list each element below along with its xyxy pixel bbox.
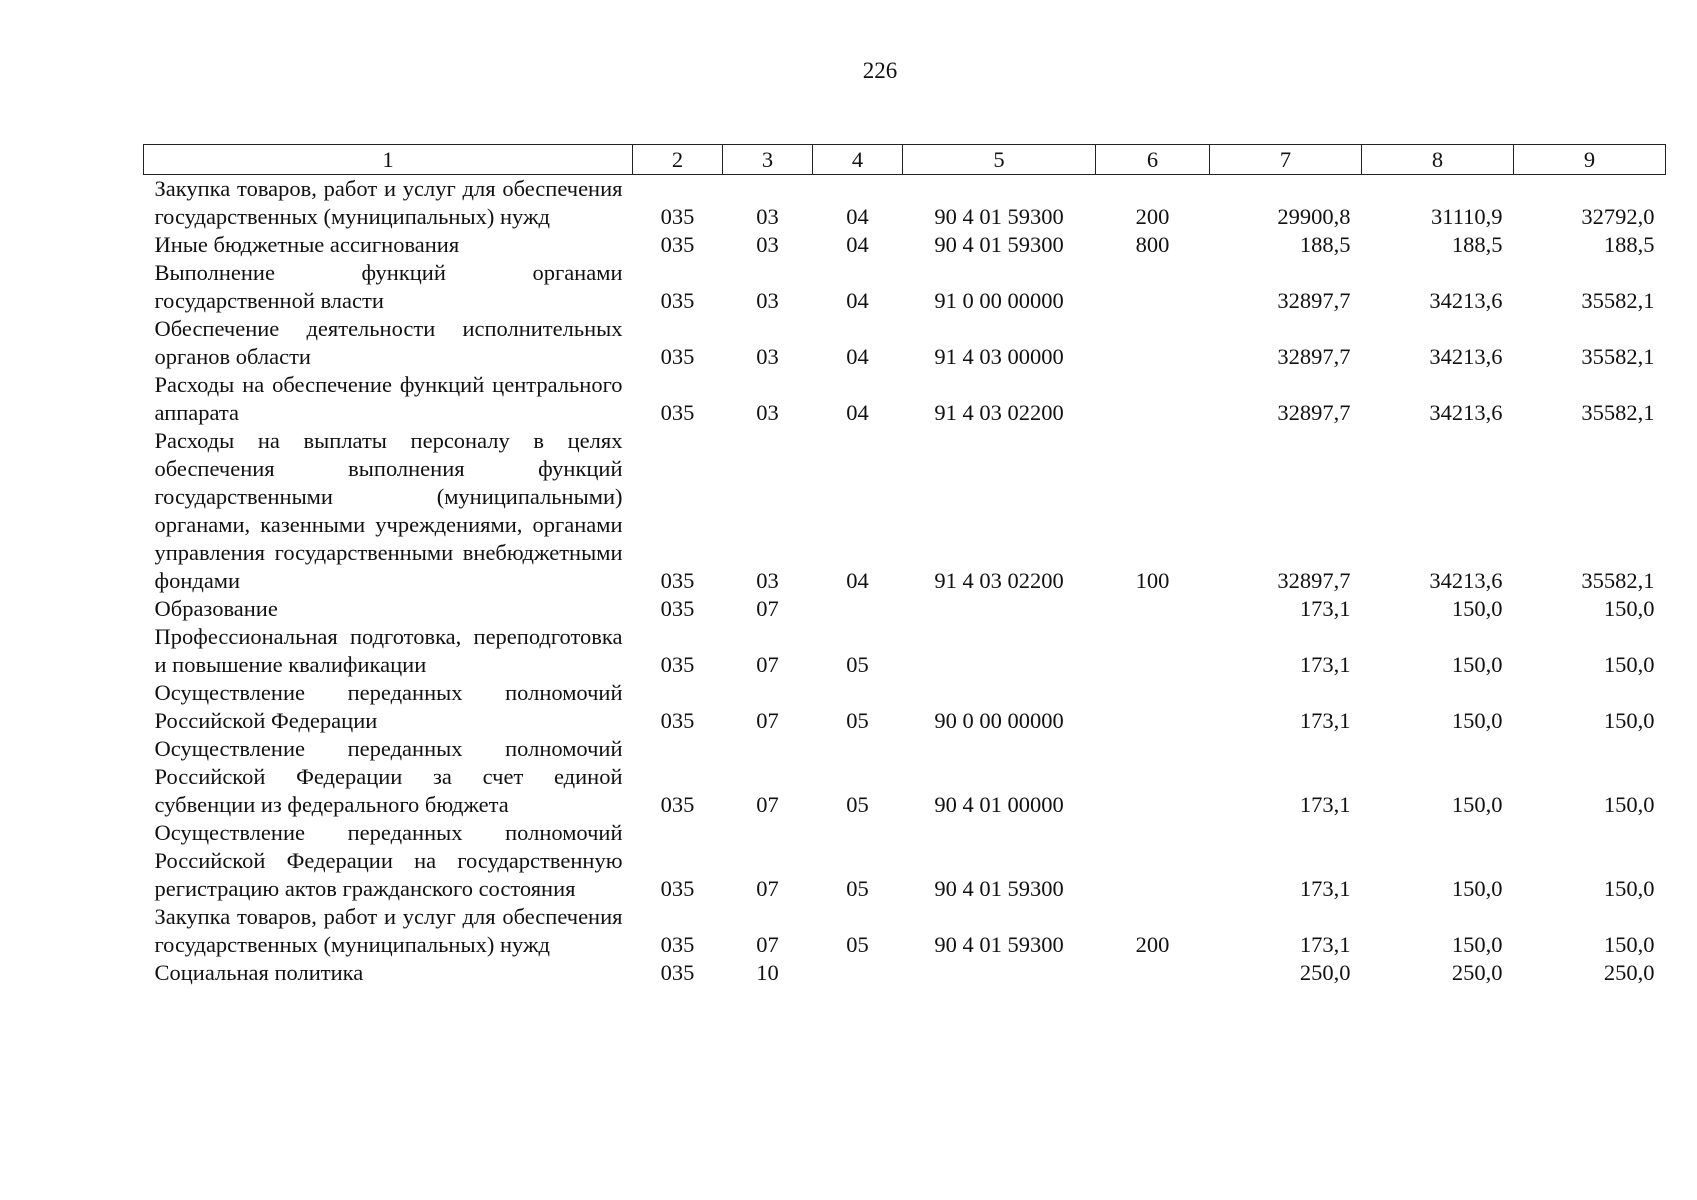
header-col-9: 9 [1514,145,1666,175]
table-row [144,175,1666,232]
header-col-4: 4 [813,145,903,175]
ministry-code-cell: 035 [660,596,695,621]
amount-col-9-cell: 150,0 [1603,708,1655,733]
subsection-code-cell: 04 [846,232,869,257]
ministry-code-cell: 035 [660,288,695,313]
table-row [144,315,1666,371]
section-code-cell: 03 [756,400,779,425]
expense-type-cell: 100 [1135,568,1170,593]
amount-col-9-cell: 35582,1 [1581,400,1655,425]
amount-col-7-cell: 29900,8 [1277,204,1351,229]
table-row [144,819,1666,903]
amount-col-8-cell: 150,0 [1451,708,1503,733]
target-article-cell: 90 4 01 00000 [934,792,1064,817]
section-code-cell: 07 [756,708,779,733]
target-article-cell: 91 4 03 00000 [934,344,1064,369]
target-article-cell: 90 4 01 59300 [934,932,1064,957]
amount-col-7-cell: 32897,7 [1277,400,1351,425]
table-header [144,145,1666,175]
subsection-code-cell [813,595,903,623]
section-code-cell: 03 [756,204,779,229]
header-col-2: 2 [633,145,723,175]
target-article-cell: 90 4 01 59300 [934,232,1064,257]
ministry-code-cell: 035 [660,232,695,257]
expense-type-cell [1096,735,1210,819]
target-article-cell [903,959,1096,987]
expense-type-cell [1096,315,1210,371]
table-body [144,175,1666,988]
amount-col-7-cell: 173,1 [1299,932,1351,957]
subsection-code-cell: 05 [846,932,869,957]
section-code-cell: 07 [756,876,779,901]
section-code-cell: 03 [756,232,779,257]
expense-name-cell: Социальная политика [154,960,364,985]
target-article-cell: 90 4 01 59300 [934,876,1064,901]
amount-col-8-cell: 34213,6 [1429,568,1503,593]
amount-col-8-cell: 150,0 [1451,792,1503,817]
section-code-cell: 07 [756,792,779,817]
amount-col-7-cell: 32897,7 [1277,344,1351,369]
amount-col-9-cell: 150,0 [1603,932,1655,957]
amount-col-9-cell: 32792,0 [1581,204,1655,229]
target-article-cell: 90 4 01 59300 [934,204,1064,229]
amount-col-8-cell: 34213,6 [1429,288,1503,313]
amount-col-7-cell: 173,1 [1299,708,1351,733]
amount-col-8-cell: 34213,6 [1429,400,1503,425]
table-row [144,259,1666,315]
expense-type-cell: 200 [1135,932,1170,957]
subsection-code-cell: 04 [846,568,869,593]
amount-col-8-cell: 150,0 [1451,652,1503,677]
target-article-cell [903,623,1096,679]
amount-col-9-cell: 250,0 [1603,960,1655,985]
expense-name-cell: Осуществление переданных полномочий Российской Федерации за счет единой субвенции из федерального бюджета [154,736,623,817]
expense-name-cell: Иные бюджетные ассигнования [154,232,460,257]
header-col-6: 6 [1096,145,1210,175]
amount-col-9-cell: 35582,1 [1581,568,1655,593]
expense-name-cell: Закупка товаров, работ и услуг для обеспечения государственных (муниципальных) нужд [154,176,623,229]
amount-col-8-cell: 150,0 [1451,876,1503,901]
target-article-cell: 91 0 00 00000 [934,288,1064,313]
amount-col-8-cell: 150,0 [1451,596,1503,621]
expense-type-cell [1096,959,1210,987]
expense-type-cell [1096,623,1210,679]
subsection-code-cell [813,959,903,987]
target-article-cell [903,595,1096,623]
table-row [144,623,1666,679]
ministry-code-cell: 035 [660,876,695,901]
subsection-code-cell: 04 [846,400,869,425]
amount-col-8-cell: 188,5 [1451,232,1503,257]
header-col-8: 8 [1362,145,1514,175]
subsection-code-cell: 04 [846,344,869,369]
amount-col-8-cell: 250,0 [1451,960,1503,985]
amount-col-8-cell: 34213,6 [1429,344,1503,369]
expense-type-cell: 200 [1135,204,1170,229]
expense-type-cell: 800 [1135,232,1170,257]
subsection-code-cell: 04 [846,204,869,229]
budget-table [143,144,1666,987]
expense-name-cell: Осуществление переданных полномочий Российской Федерации [154,680,623,733]
header-col-5: 5 [903,145,1096,175]
expense-type-cell [1096,819,1210,903]
expense-name-cell: Профессиональная подготовка, переподготовка и повышение квалификации [154,624,623,677]
header-col-7: 7 [1210,145,1362,175]
ministry-code-cell: 035 [660,344,695,369]
amount-col-9-cell: 35582,1 [1581,288,1655,313]
header-row [144,145,1666,175]
expense-type-cell [1096,371,1210,427]
section-code-cell: 03 [756,288,779,313]
table-row [144,735,1666,819]
expense-name-cell: Образование [154,596,278,621]
subsection-code-cell: 05 [846,652,869,677]
ministry-code-cell: 035 [660,708,695,733]
table-row [144,679,1666,735]
section-code-cell: 03 [756,568,779,593]
expense-name-cell: Обеспечение деятельности исполнительных органов области [154,316,623,369]
subsection-code-cell: 04 [846,288,869,313]
expense-type-cell [1096,595,1210,623]
amount-col-7-cell: 173,1 [1299,652,1351,677]
amount-col-7-cell: 250,0 [1299,960,1351,985]
ministry-code-cell: 035 [660,568,695,593]
table-row [144,231,1666,259]
amount-col-9-cell: 150,0 [1603,596,1655,621]
amount-col-8-cell: 150,0 [1451,932,1503,957]
section-code-cell: 03 [756,344,779,369]
section-code-cell: 07 [756,652,779,677]
amount-col-9-cell: 150,0 [1603,876,1655,901]
subsection-code-cell: 05 [846,708,869,733]
table-row [144,959,1666,987]
amount-col-9-cell: 35582,1 [1581,344,1655,369]
amount-col-8-cell: 31110,9 [1431,204,1503,229]
ministry-code-cell: 035 [660,400,695,425]
table-row [144,903,1666,959]
amount-col-9-cell: 150,0 [1603,652,1655,677]
expense-name-cell: Расходы на обеспечение функций центрального аппарата [154,372,623,425]
ministry-code-cell: 035 [660,204,695,229]
target-article-cell: 91 4 03 02200 [934,400,1064,425]
table-row [144,371,1666,427]
section-code-cell: 07 [756,932,779,957]
amount-col-7-cell: 173,1 [1299,596,1351,621]
subsection-code-cell: 05 [846,792,869,817]
expense-type-cell [1096,679,1210,735]
ministry-code-cell: 035 [660,932,695,957]
header-col-3: 3 [723,145,813,175]
expense-name-cell: Осуществление переданных полномочий Российской Федерации на государственную регистрацию актов гражданского состояния [154,820,623,901]
amount-col-9-cell: 150,0 [1603,792,1655,817]
target-article-cell: 91 4 03 02200 [934,568,1064,593]
expense-type-cell [1096,259,1210,315]
amount-col-7-cell: 173,1 [1299,792,1351,817]
subsection-code-cell: 05 [846,876,869,901]
expense-name-cell: Расходы на выплаты персоналу в целях обеспечения выполнения функций государственными (муниципальными) органами, казенными учреждениями, органами управления государственными внебюджетными фондами [154,428,623,593]
target-article-cell: 90 0 00 00000 [934,708,1064,733]
ministry-code-cell: 035 [660,792,695,817]
ministry-code-cell: 035 [660,960,695,985]
table-row [144,595,1666,623]
amount-col-7-cell: 32897,7 [1277,288,1351,313]
header-col-1: 1 [144,145,633,175]
expense-name-cell: Закупка товаров, работ и услуг для обеспечения государственных (муниципальных) нужд [154,904,623,957]
page-number: 226 [862,58,898,83]
table-row [144,427,1666,595]
expense-name-cell: Выполнение функций органами государственной власти [154,260,623,313]
amount-col-7-cell: 173,1 [1299,876,1351,901]
amount-col-7-cell: 32897,7 [1277,568,1351,593]
section-code-cell: 10 [756,960,779,985]
amount-col-7-cell: 188,5 [1299,232,1351,257]
ministry-code-cell: 035 [660,652,695,677]
amount-col-9-cell: 188,5 [1603,232,1655,257]
section-code-cell: 07 [756,596,779,621]
